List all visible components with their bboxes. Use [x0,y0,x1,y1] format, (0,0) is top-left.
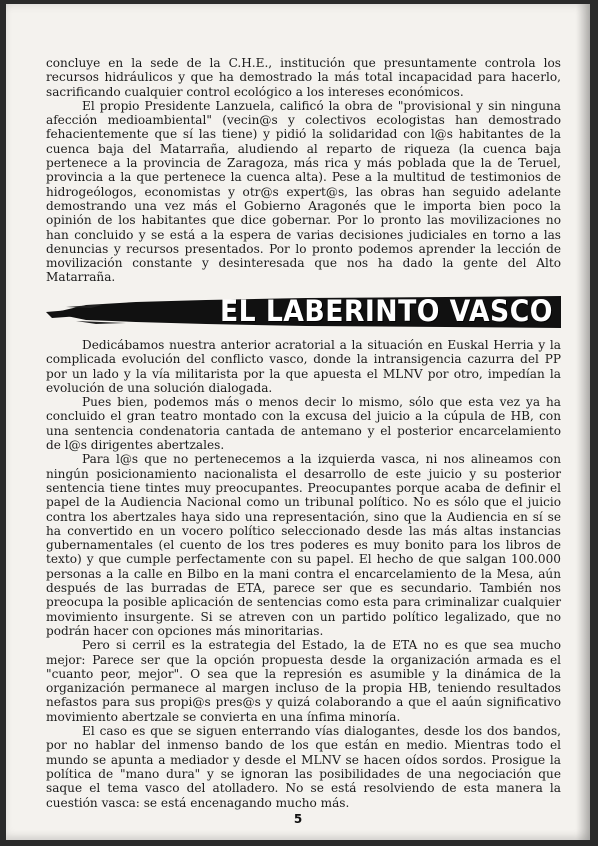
intro-text-block [46,56,561,285]
section-text-block [46,338,561,810]
page-number: 5 [293,812,303,826]
section-title: EL LABERINTO VASCO [220,294,553,328]
intro-paragraph-2: El propio Presidente Lanzuela, calificó la obra de "provisional y sin ninguna afección medioambiental" (vecin@s y colectivos ecologistas han demostrado fehacientemente que sí las tiene) y pidió la solidaridad con l@s habitantes de la cuenca baja del Matarraña, aludiendo al reparto de riqueza (la cuenca baja pertenece a la provincia de Zaragoza, más rica y más poblada que la de Teruel, provincia a la que pertenece la cuenca alta). Pese a la multitud de testimonios de hidrogeólogos, economistas y otr@s expert@s, las obras han seguido adelante demostrando una vez más el Gobierno Aragonés que le importa bien poco la opinión de los habitantes que dice gobernar. Por lo pronto las movilizaciones no han concluido y se está a la espera de varias decisiones judiciales en torno a las denuncias y recursos presentados. Por lo pronto podemos aprender la lección de movilización constante y desinteresada que nos ha dado la gente del Alto Matarraña. [46,98,561,285]
section-paragraph-5: El caso es que se siguen enterrando vías dialogantes, desde los dos bandos, por no hablar del inmenso bando de los que están en medio. Mientras todo el mundo se apunta a mediador y desde el MLNV se hacen oídos sordos. Prosigue la política de "mano dura" y se ignoran las posibilidades de una negociación que saque el tema vasco del atolladero. No se está resolviendo de esta manera la cuestión vasca: se está encenagando mucho más. [46,724,561,810]
section-paragraph-4: Pero si cerril es la estrategia del Estado, la de ETA no es que sea mucho mejor: Parece ser que la opción propuesta desde la organización armada es el "cuanto peor, mejor". O sea que la represión es asumible y la dinámica de la organización permanece al margen incluso de la propia HB, teniendo resultados nefastos para sus propi@s pres@s y quizá colaborando a que el aaún significativo movimiento abertzale se convierta en una ínfima minoría. [46,638,561,724]
section-paragraph-1: Dedicábamos nuestra anterior acratorial a la situación en Euskal Herria y la complicada evolución del conflicto vasco, donde la intransigencia cazurra del PP por un lado y la vía militarista por la que apuesta el MLNV por otro, impedían la evolución de una solución dialogada. [46,338,561,395]
section-banner [46,293,561,331]
section-paragraph-3: Para l@s que no pertenecemos a la izquierda vasca, ni nos alineamos con ningún posicionamiento nacionalista el desarrollo de este juicio y su posterior sentencia tiene tintes muy preocupantes. Preocupantes porque acaba de definir el papel de la Audiencia Nacional como un tribunal político. No es sólo que el juicio contra los abertzales haya sido una representación, sino que la Audiencia en sí se ha convertido en un vocero político seleccionado desde las más altas instancias gubernamentales (el cuento de los tres poderes es muy bonito para los libros de texto) y que cumple perfectamente con su papel. El hecho de que salgan 100.000 personas a la calle en Bilbo en la mani contra el encarcelamiento de la Mesa, aún después de las burradas de ETA, parece ser que es secundario. También nos preocupa la posible aplicación de sentencias como esta para criminalizar cualquier movimiento insurgente. Si se atreven con un partido político legalizado, que no podrán hacer con opciones más minoritarias. [46,452,561,638]
intro-paragraph-1: concluye en la sede de la C.H.E., institución que presuntamente controla los recursos hidráulicos y que ha demostrado la más total incapacidad para hacerlo, sacrificando cualquier control ecológico a los intereses económicos. [46,56,561,99]
section-paragraph-2: Pues bien, podemos más o menos decir lo mismo, sólo que esta vez ya ha concluido el gran teatro montado con la excusa del juicio a la cúpula de HB, con una sentencia condenatoria cantada de antemano y el posterior encarcelamiento de l@s dirigentes abertzales. [46,395,561,453]
page-sheet [6,4,590,840]
